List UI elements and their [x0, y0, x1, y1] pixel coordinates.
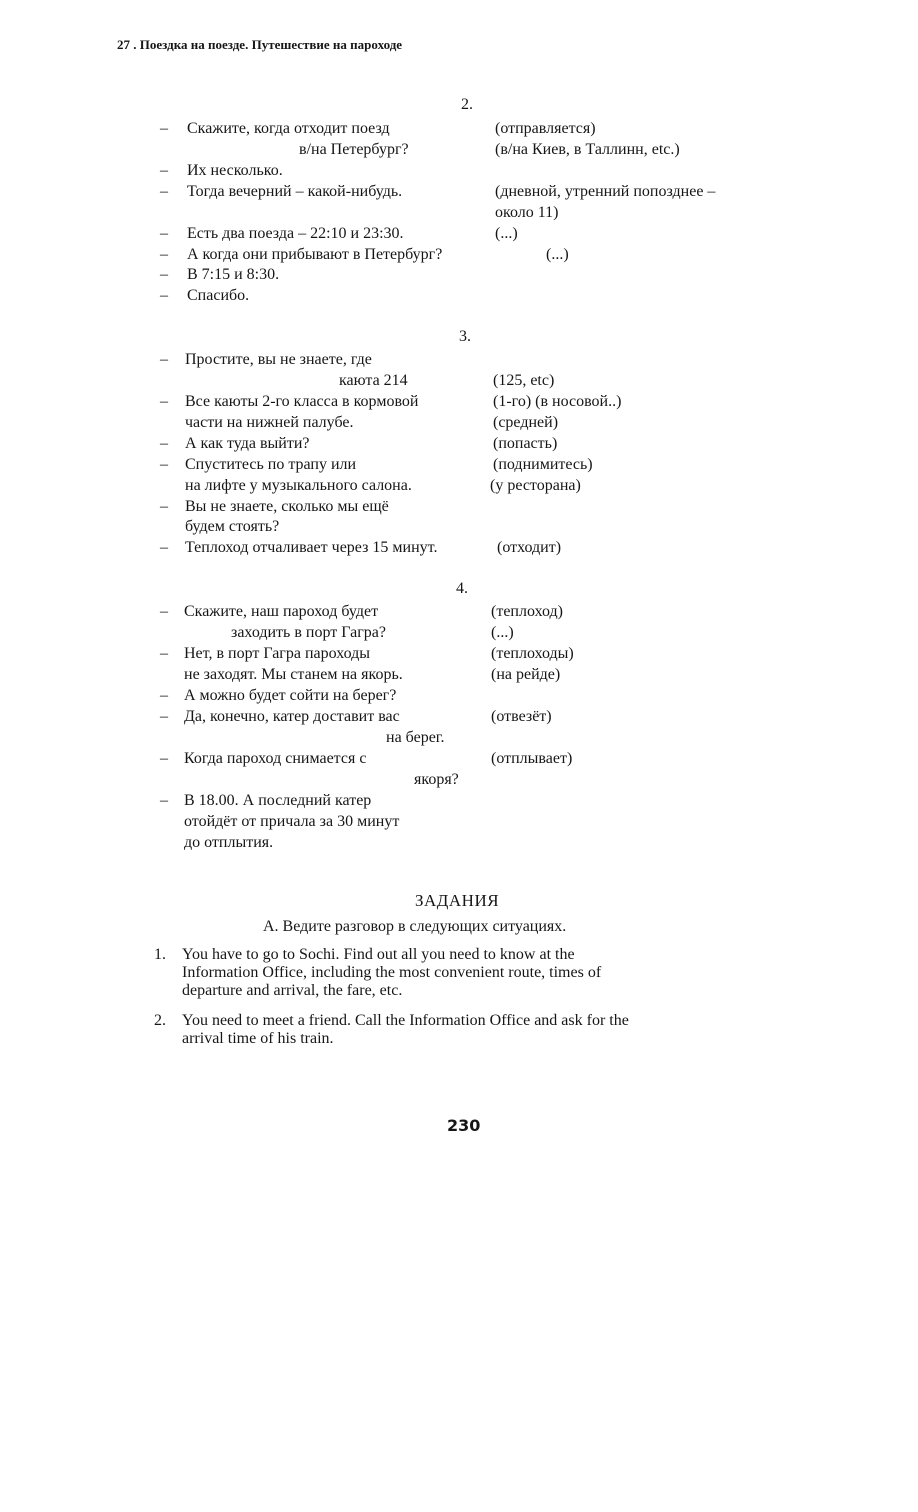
line-text: А когда они прибывают в Петербург?	[187, 246, 443, 263]
line-text: А можно будет сойти на берег?	[184, 687, 397, 704]
line-text: Когда пароход снимается с	[184, 750, 367, 767]
line-text: Да, конечно, катер доставит вас	[184, 708, 400, 725]
line-text: В 18.00. А последний катер	[184, 792, 372, 809]
line-note: (отправляется)	[495, 120, 596, 137]
task-line: You have to go to Sochi. Find out all you need to know at the	[182, 946, 575, 963]
line-text: Спуститесь по трапу или	[185, 456, 357, 473]
line-note: (отвезёт)	[491, 708, 552, 725]
line-note: (на рейде)	[491, 666, 561, 683]
line-note: около 11)	[495, 204, 559, 221]
line-text: Есть два поезда – 22:10 и 23:30.	[187, 225, 404, 242]
dash: –	[160, 266, 168, 283]
line-note: (у ресторана)	[490, 477, 581, 494]
line-text: якоря?	[414, 771, 459, 788]
line-note: (теплоход)	[491, 603, 563, 620]
line-text: Простите, вы не знаете, где	[185, 351, 372, 368]
line-text: части на нижней палубе.	[185, 414, 354, 431]
line-text: на лифте у музыкального салона.	[185, 477, 412, 494]
dash: –	[160, 225, 168, 242]
line-text: Скажите, когда отходит поезд	[187, 120, 390, 137]
dash: –	[160, 687, 168, 704]
line-note: (...)	[495, 225, 518, 242]
line-note: (отплывает)	[491, 750, 573, 767]
line-text: не заходят. Мы станем на якорь.	[184, 666, 403, 683]
section-number: 4.	[456, 580, 468, 597]
tasks-subtitle: А. Ведите разговор в следующих ситуациях.	[263, 918, 567, 935]
dash: –	[160, 792, 168, 809]
line-note: (1-го) (в носовой..)	[493, 393, 622, 410]
dash: –	[160, 435, 168, 452]
dash: –	[160, 162, 168, 179]
line-text: на берег.	[386, 729, 445, 746]
line-note: (...)	[491, 624, 514, 641]
line-text: в/на Петербург?	[299, 141, 409, 158]
line-text: В 7:15 и 8:30.	[187, 266, 280, 283]
task-line: Information Office, including the most convenient route, times of	[182, 964, 602, 981]
line-text: Вы не знаете, сколько мы ещё	[185, 498, 389, 515]
dash: –	[160, 708, 168, 725]
dash: –	[160, 539, 168, 556]
dash: –	[160, 498, 168, 515]
dash: –	[160, 287, 168, 304]
line-text: отойдёт от причала за 30 минут	[184, 813, 400, 830]
line-note: (теплоходы)	[491, 645, 574, 662]
dash: –	[160, 603, 168, 620]
dash: –	[160, 246, 168, 263]
line-text: А как туда выйти?	[185, 435, 310, 452]
line-text: Спасибо.	[187, 287, 250, 304]
line-text: каюта 214	[339, 372, 408, 389]
line-text: заходить в порт Гагра?	[231, 624, 386, 641]
line-note: (в/на Киев, в Таллинн, etc.)	[495, 141, 680, 158]
task-number: 1.	[154, 946, 166, 963]
line-note: (дневной, утренний попозднее –	[495, 183, 716, 200]
line-text: до отплытия.	[184, 834, 274, 851]
line-text: Нет, в порт Гагра пароходы	[184, 645, 371, 662]
line-text: Теплоход отчаливает через 15 минут.	[185, 539, 438, 556]
task-line: You need to meet a friend. Call the Information Office and ask for the	[182, 1012, 629, 1029]
line-note: (отходит)	[497, 539, 562, 556]
tasks-title: ЗАДАНИЯ	[415, 891, 500, 910]
task-number: 2.	[154, 1012, 166, 1029]
task-line: departure and arrival, the fare, etc.	[182, 982, 403, 999]
task-line: arrival time of his train.	[182, 1030, 334, 1047]
dash: –	[160, 456, 168, 473]
line-text: Скажите, наш пароход будет	[184, 603, 379, 620]
line-note: (средней)	[493, 414, 559, 431]
dash: –	[160, 351, 168, 368]
line-text: будем стоять?	[185, 518, 280, 535]
line-note: (125, etc)	[493, 372, 555, 389]
line-text: Их несколько.	[187, 162, 283, 179]
running-header: 27 . Поездка на поезде. Путешествие на пароходе	[117, 37, 403, 52]
dash: –	[160, 120, 168, 137]
dash: –	[160, 750, 168, 767]
dash: –	[160, 645, 168, 662]
section-number: 2.	[461, 96, 473, 113]
dash: –	[160, 393, 168, 410]
dash: –	[160, 183, 168, 200]
line-note: (попасть)	[493, 435, 558, 452]
page-number: 230	[447, 1116, 481, 1135]
line-text: Все каюты 2-го класса в кормовой	[185, 393, 419, 410]
line-note: (...)	[546, 246, 569, 263]
line-note: (поднимитесь)	[493, 456, 593, 473]
line-text: Тогда вечерний – какой-нибудь.	[187, 183, 403, 200]
section-number: 3.	[459, 328, 471, 345]
